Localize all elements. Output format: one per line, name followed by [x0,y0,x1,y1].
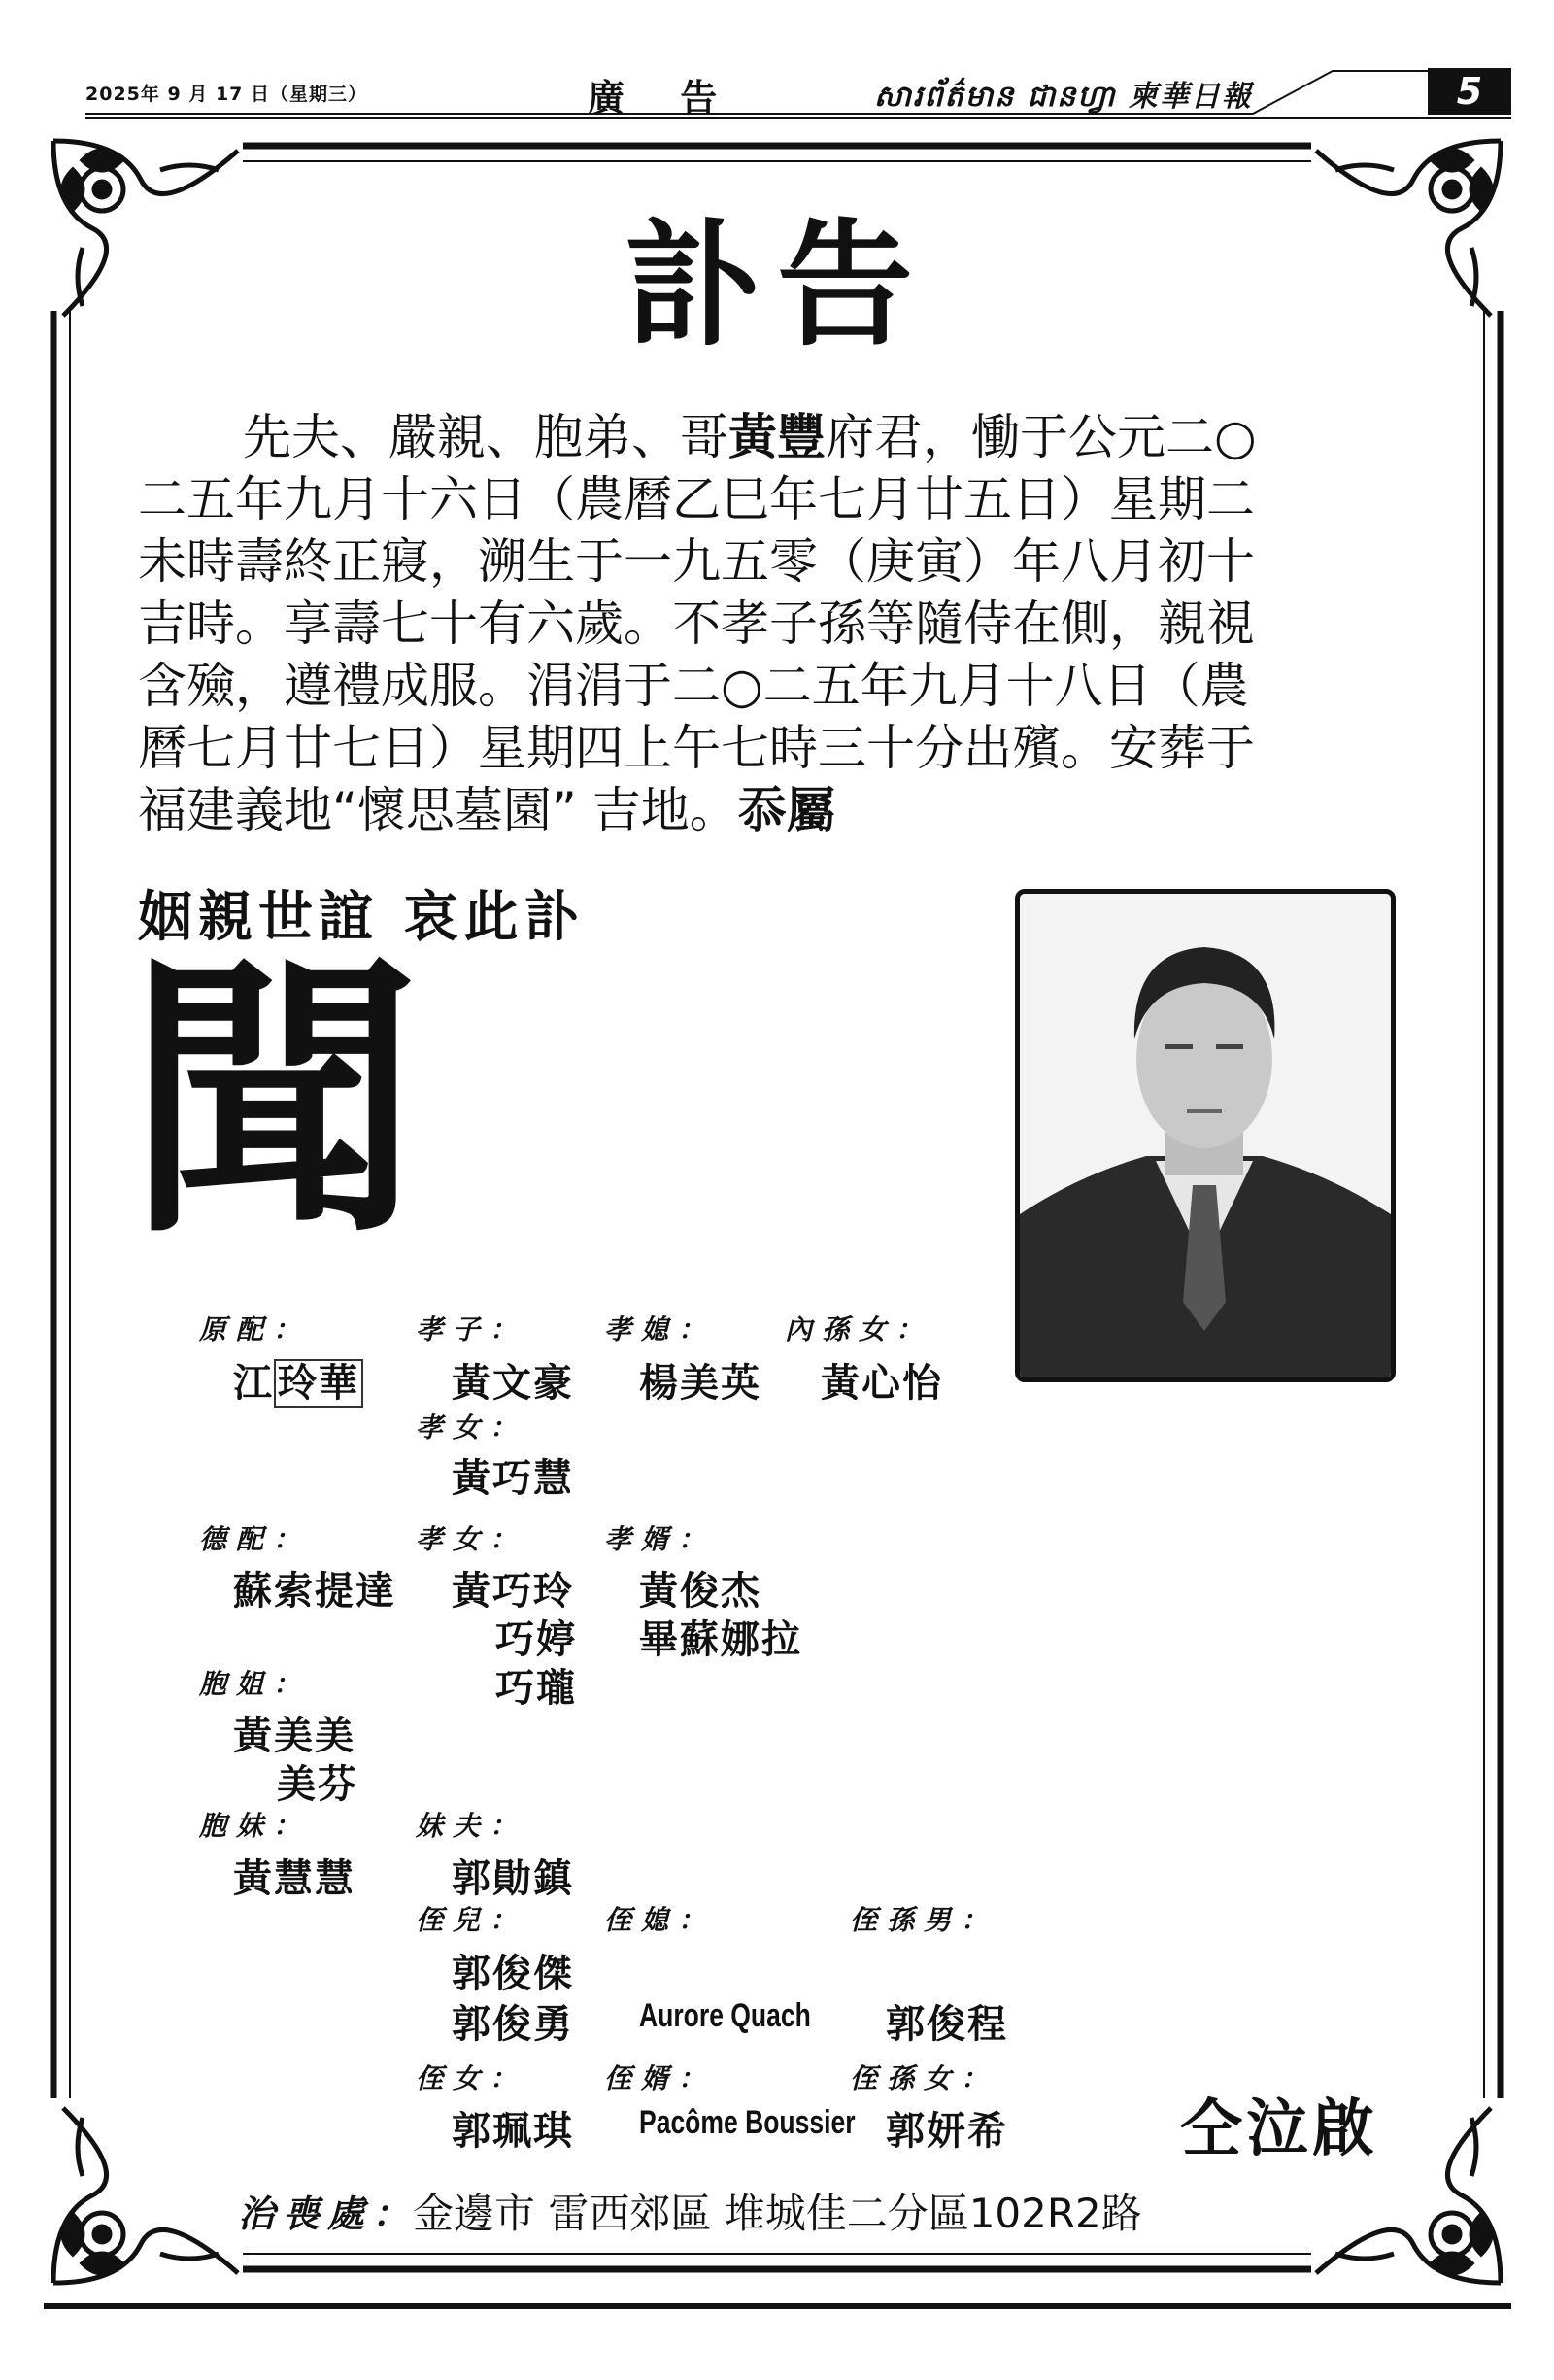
label-daughters2: 孝女： [416,1523,527,1555]
page-number: 5 [1428,68,1511,115]
label-granddaughter: 內孫女： [785,1313,933,1345]
obituary-body [138,406,1420,841]
name-grandnephew: 郭俊程 [886,2002,1008,2047]
name-daughter: 黃巧慧 [452,1456,574,1501]
name-daughter2-2: 巧婷 [495,1617,577,1662]
body-line: 先夫、嚴親、胞弟、哥黃豐府君，慟于公元二○ [243,409,1257,465]
name-daughter2-1: 黃巧玲 [452,1569,574,1614]
name-son-in-law-1: 黃俊杰 [639,1569,761,1614]
name-elder-sister-2: 美芬 [277,1762,358,1807]
name-spouse2: 蘇索提達 [233,1569,396,1614]
body-line: 含殮，遵禮成服。涓涓于二○二五年九月十八日（農 [138,658,1249,714]
body-line: 曆七月廿七日）星期四上午七時三十分出殯。安葬于 [138,720,1255,776]
funeral-office-label: 治喪處： [238,2192,418,2235]
body-line: 未時壽終正寢，溯生于一九五零（庚寅）年八月初十 [138,533,1255,590]
subheading: 姻親世誼 哀此訃 [138,886,585,949]
name-younger-sister: 黃慧慧 [233,1856,355,1901]
name-spouse: 江 玲華 [233,1352,363,1408]
name-niece-husband: Pacôme Boussier [639,2104,856,2141]
obituary-title: 訃告 [623,207,930,365]
label-daughter: 孝女： [416,1411,527,1444]
name-brother-in-law: 郭勛鎮 [452,1856,574,1901]
corner-ornament-bottom-left [44,2098,257,2293]
newspaper-name: សារព័ត៌មាន ជានហ្វា 柬華日報 [874,80,1253,114]
label-nephew-wife: 侄媳： [604,1904,716,1936]
label-spouse: 原配： [199,1313,311,1345]
portrait-image [1020,894,1391,1377]
name-elder-sister-1: 黃美美 [233,1714,355,1758]
label-daughter-in-law: 孝媳： [604,1313,716,1345]
name-nephew-1: 郭俊傑 [452,1952,574,1996]
body-line: 二五年九月十六日（農曆乙巳年七月廿五日）星期二 [138,471,1255,527]
name-nephew-wife: Aurore Quach [639,1997,811,2034]
label-spouse2: 德配： [199,1523,311,1555]
name-son-in-law-2: 畢蘇娜拉 [639,1617,802,1662]
deceased-name: 黃豐 [728,409,826,465]
label-grandniece: 侄孫女： [850,2062,998,2094]
name-nephew-2: 郭俊勇 [452,2002,574,2047]
label-grandnephew: 侄孫男： [850,1904,998,1936]
label-niece: 侄女： [416,2062,527,2094]
label-nephew: 侄兒： [416,1904,527,1936]
name-daughter-in-law: 楊美英 [639,1361,761,1406]
section-title: 廣 告 [588,77,739,119]
label-younger-sister: 胞妹： [199,1810,311,1842]
signoff: 仝泣啟 [1180,2093,1378,2165]
big-character: 聞 [128,933,420,1272]
label-niece-husband: 侄婿： [604,2062,716,2094]
name-niece: 郭珮琪 [452,2109,574,2154]
body-line: 吉時。享壽七十有六歲。不孝子孫等隨侍在側，親視 [138,595,1255,652]
label-son-in-law: 孝婿： [604,1523,716,1555]
label-elder-sister: 胞姐： [199,1668,311,1700]
name-granddaughter: 黃心怡 [821,1361,943,1406]
issue-date: 2025年 9 月 17 日（星期三） [85,84,368,105]
portrait-photo [1015,889,1396,1382]
funeral-office-address: 金邊市 雷西郊區 堆城佳二分區102R2路 [413,2190,1142,2237]
body-line: 福建義地“懷思墓園” 吉地。忝屬 [138,782,835,838]
label-son: 孝子： [416,1313,527,1345]
label-brother-in-law: 妹夫： [416,1810,527,1842]
name-son: 黃文豪 [452,1361,574,1406]
name-daughter2-3: 巧瓏 [495,1666,577,1711]
name-grandniece: 郭妍希 [886,2109,1008,2154]
